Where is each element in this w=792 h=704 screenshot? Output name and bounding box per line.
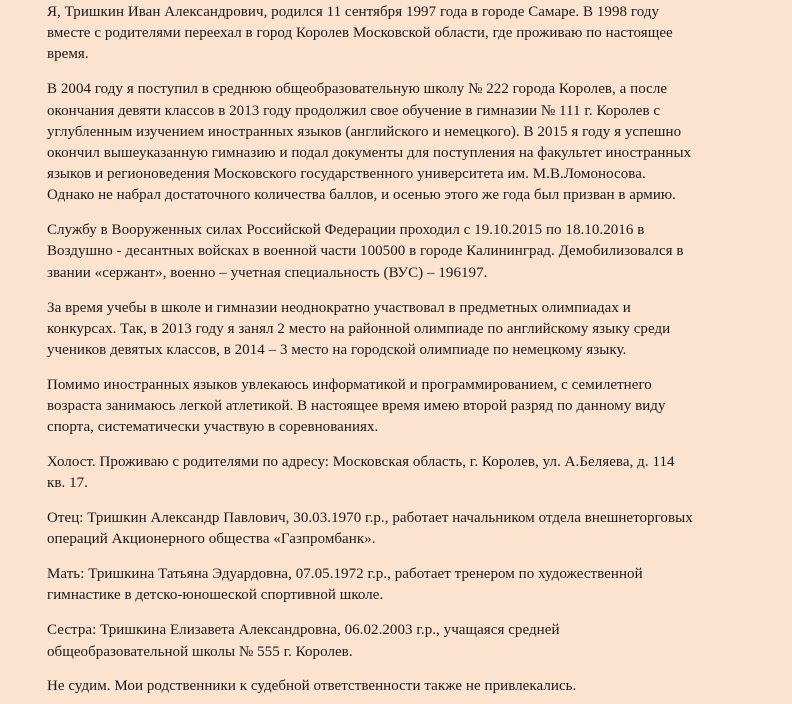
text-line: углубленным изучением иностранных языков (английского и немецкого). В 2015 я году я успешно	[47, 123, 682, 140]
paragraph-birth	[47, 2, 782, 66]
paragraph-hobbies	[47, 375, 782, 439]
text-line: Однако не набрал достаточного количества баллов, и осенью этого же года был призван в армию.	[47, 187, 676, 204]
paragraph-marital-address	[47, 452, 782, 494]
text-line: Помимо иностранных языков увлекаюсь информатикой и программированием, с семилетнего	[47, 376, 652, 393]
text-line: В 2004 году я поступил в среднюю общеобразовательную школу № 222 города Королев, а после	[47, 81, 668, 98]
text-line: гимнастике в детско-юношеской спортивной школе.	[47, 587, 384, 604]
paragraph-military-service	[47, 220, 782, 284]
text-line: За время учебы в школе и гимназии неоднократно участвовал в предметных олимпиадах и	[47, 299, 631, 316]
text-line: операций Акционерного общества «Газпромбанк».	[47, 531, 376, 548]
text-line: Холост. Проживаю с родителями по адресу: Московская область, г. Королев, ул. А.Беляева, д. 114	[47, 454, 675, 471]
text-line: общеобразовательной школы № 555 г. Королев.	[47, 643, 353, 660]
text-line: кв. 17.	[47, 475, 88, 492]
text-line: Сестра: Тришкина Елизавета Александровна, 06.02.2003 г.р., учащаяся средней	[47, 622, 560, 639]
text-line: окончания девяти классов в 2013 году продолжил свое обучение в гимназии № 111 г. Королев с	[47, 102, 661, 119]
paragraph-sister	[47, 620, 782, 662]
text-line: Не судим. Мои родственники к судебной ответственности также не привлекались.	[47, 678, 577, 695]
text-line: конкурсах. Так, в 2013 году я занял 2 место на районной олимпиаде по английскому языку среди	[47, 320, 671, 337]
text-line: звании «сержант», военно – учетная специальность (ВУС) – 196197.	[47, 264, 488, 281]
text-line: спорта, систематически участвую в соревнованиях.	[47, 419, 379, 436]
text-line: Я, Тришкин Иван Александрович, родился 11 сентября 1997 года в городе Самаре. В 1998 году	[47, 4, 660, 20]
paragraph-olympiads	[47, 298, 782, 362]
paragraph-father	[47, 508, 782, 550]
text-line: возраста занимаюсь легкой атлетикой. В настоящее время имею второй разряд по данному виду	[47, 398, 666, 414]
paragraph-education	[47, 79, 782, 206]
paragraph-mother	[47, 564, 782, 606]
text-line: языков и регионоведения Московского государственного университета им. М.В.Ломоносова.	[47, 166, 646, 183]
text-line: вместе с родителями переехал в город Королев Московской области, где проживаю по настоящее	[47, 25, 673, 42]
text-line: окончил вышеуказанную гимназию и подал документы для поступления на факультет иностранных	[47, 144, 692, 161]
text-line: Воздушно - десантных войсках в военной части 100500 в городе Калининград. Демобилизовался в	[47, 243, 684, 260]
text-line: Службу в Вооруженных силах Российской Федерации проходил с 19.10.2015 по 18.10.2016 в	[47, 222, 645, 239]
paragraph-criminal-record	[47, 676, 782, 697]
text-line: учеников девятых классов, в 2014 – 3 место на городской олимпиаде по немецкому языку.	[47, 341, 627, 358]
text-line: Отец: Тришкин Александр Павлович, 30.03.1970 г.р., работает начальником отдела внешнеторговых	[47, 510, 693, 527]
text-line: время.	[47, 46, 89, 63]
text-line: Мать: Тришкина Татьяна Эдуардовна, 07.05.1972 г.р., работает тренером по художественной	[47, 566, 643, 583]
